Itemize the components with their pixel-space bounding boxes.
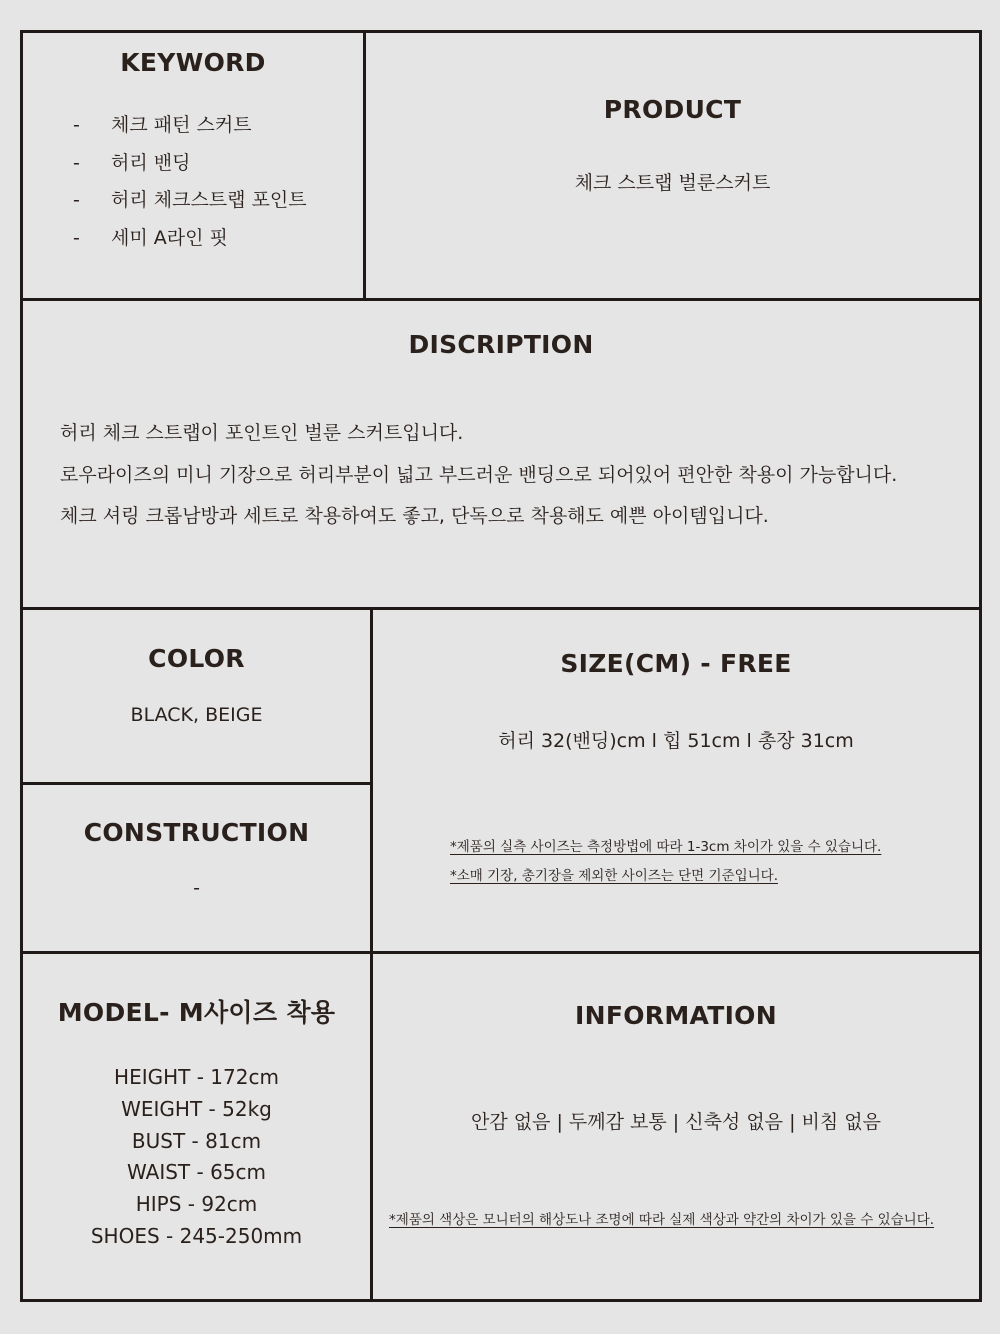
list-item: WAIST - 65cm <box>126 1160 267 1185</box>
list-item: - 체크 패턴 스커트 <box>73 114 252 136</box>
list-item: - 허리 체크스트랩 포인트 <box>73 189 307 211</box>
description-section <box>23 301 979 607</box>
list-item: - 허리 밴딩 <box>73 151 191 174</box>
product-title: PRODUCT <box>603 95 742 124</box>
list-item: HEIGHT - 172cm <box>114 1065 279 1089</box>
information-section <box>373 954 979 1299</box>
list-item: WEIGHT - 52kg <box>121 1096 272 1121</box>
product-section <box>366 33 979 298</box>
list-item: HIPS - 92cm <box>135 1192 258 1217</box>
model-title: MODEL- M사이즈 착용 <box>57 998 336 1027</box>
list-item: SHOES - 245-250mm <box>90 1223 303 1248</box>
information-value: 안감 없음 | 두께감 보통 | 신축성 없음 | 비침 없음 <box>471 1111 881 1133</box>
keyword-list <box>73 113 307 263</box>
list-item: BUST - 81cm <box>131 1128 262 1153</box>
product-name: 체크 스트랩 벌룬스커트 <box>574 172 771 194</box>
info-table <box>20 30 982 1302</box>
keyword-title: KEYWORD <box>120 48 266 77</box>
construction-section <box>23 785 370 951</box>
list-item: - 세미 A라인 핏 <box>73 226 228 249</box>
description-title: DISCRIPTION <box>408 330 594 359</box>
model-section <box>23 954 370 1299</box>
construction-title: CONSTRUCTION <box>83 818 310 847</box>
information-note: *제품의 색상은 모니터의 해상도나 조명에 따라 실제 색상과 약간의 차이가 있을 수 있습니다. <box>389 1212 935 1228</box>
size-title: SIZE(CM) - FREE <box>560 649 792 678</box>
color-value: BLACK, BEIGE <box>130 704 263 726</box>
size-note: *소매 기장, 총기장을 제외한 사이즈는 단면 기준입니다. <box>450 868 778 884</box>
description-line: 허리 체크 스트랩이 포인트인 벌룬 스커트입니다. <box>60 422 464 444</box>
model-measurements <box>23 1064 370 1255</box>
size-note: *제품의 실측 사이즈는 측정방법에 따라 1-3cm 차이가 있을 수 있습니다. <box>450 839 882 855</box>
keyword-section <box>23 33 363 298</box>
color-section <box>23 610 370 782</box>
description-line: 체크 셔링 크롭남방과 세트로 착용하여도 좋고, 단독으로 착용해도 예쁜 아이템입니다. <box>60 505 769 527</box>
construction-value: - <box>193 877 200 899</box>
size-section <box>373 610 979 951</box>
size-value: 허리 32(밴딩)cm l 힙 51cm l 총장 31cm <box>498 730 854 752</box>
color-title: COLOR <box>148 644 245 673</box>
information-title: INFORMATION <box>575 1001 777 1030</box>
description-text <box>60 421 897 546</box>
description-line: 로우라이즈의 미니 기장으로 허리부분이 넓고 부드러운 밴딩으로 되어있어 편안한 착용이 가능합니다. <box>60 463 898 486</box>
